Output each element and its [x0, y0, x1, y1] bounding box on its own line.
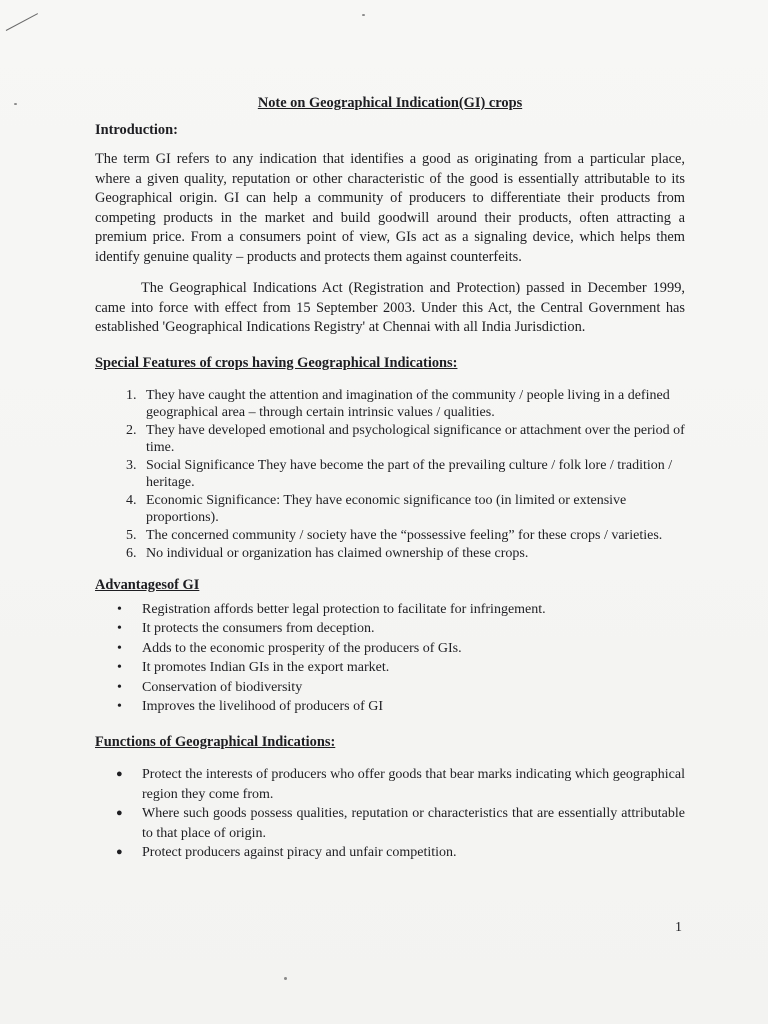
list-item: ● Where such goods possess qualities, reputation or characteristics that are essentially attributable to that place of origin. [142, 804, 685, 843]
page-number: 1 [675, 920, 682, 935]
list-item: • Improves the livelihood of producers of GI [140, 697, 685, 717]
introduction-paragraph: The term GI refers to any indication that identifies a good as originating from a particular place, where a given quality, reputation or other characteristic of the good is essentially attributable to its Geographical origin. GI can help a community of producers to differentiate their products from competing products in the market and build goodwill around their products, often attracting a premium price. From a consumers point of view, GIs act as a signaling device, which helps them identify genuine quality – products and protects them against counterfeits. [95, 151, 685, 265]
features-list [95, 387, 685, 562]
list-item: ● Protect producers against piracy and unfair competition. [142, 843, 685, 863]
document-body [95, 94, 685, 863]
scan-artifact-dot [14, 103, 17, 105]
list-item: • Adds to the economic prosperity of the producers of GIs. [140, 639, 685, 659]
advantages-list [95, 600, 685, 717]
list-item: 6. No individual or organization has claimed ownership of these crops. [140, 545, 685, 562]
introduction-paragraph: The Geographical Indications Act (Registration and Protection) passed in December 1999, came into force with effect from 15 September 2003. Under this Act, the Central Government has established 'Geographical Indications Registry' at Chennai with all India Jurisdiction. [95, 280, 685, 335]
advantages-heading: Advantagesof GI [95, 577, 200, 593]
functions-heading: Functions of Geographical Indications: [95, 733, 336, 750]
list-item: • Registration affords better legal protection to facilitate for infringement. [140, 600, 685, 620]
list-item: ● Protect the interests of producers who offer goods that bear marks indicating which geographical region they come from. [142, 765, 685, 804]
list-item: • It promotes Indian GIs in the export market. [140, 658, 685, 678]
list-item: 4. Economic Significance: They have economic significance too (in limited or extensive proportions). [140, 492, 685, 526]
scan-artifact-line [6, 13, 38, 31]
list-item: 5. The concerned community / society have the “possessive feeling” for these crops / varieties. [140, 527, 685, 544]
list-item: 3. Social Significance They have become the part of the prevailing culture / folk lore / tradition / heritage. [140, 457, 685, 491]
features-heading: Special Features of crops having Geographical Indications: [95, 354, 458, 371]
scan-artifact-dot [362, 14, 365, 16]
list-item: • It protects the consumers from deception. [140, 619, 685, 639]
list-item: 2. They have developed emotional and psychological significance or attachment over the period of time. [140, 422, 685, 456]
list-item: • Conservation of biodiversity [140, 678, 685, 698]
document-title: Note on Geographical Indication(GI) crops [257, 95, 523, 111]
list-item: 1. They have caught the attention and imagination of the community / people living in a defined geographical area – through certain intrinsic values / qualities. [140, 387, 685, 421]
scan-artifact-dot [284, 977, 287, 980]
functions-list [95, 765, 685, 863]
introduction-heading: Introduction: [95, 121, 178, 138]
